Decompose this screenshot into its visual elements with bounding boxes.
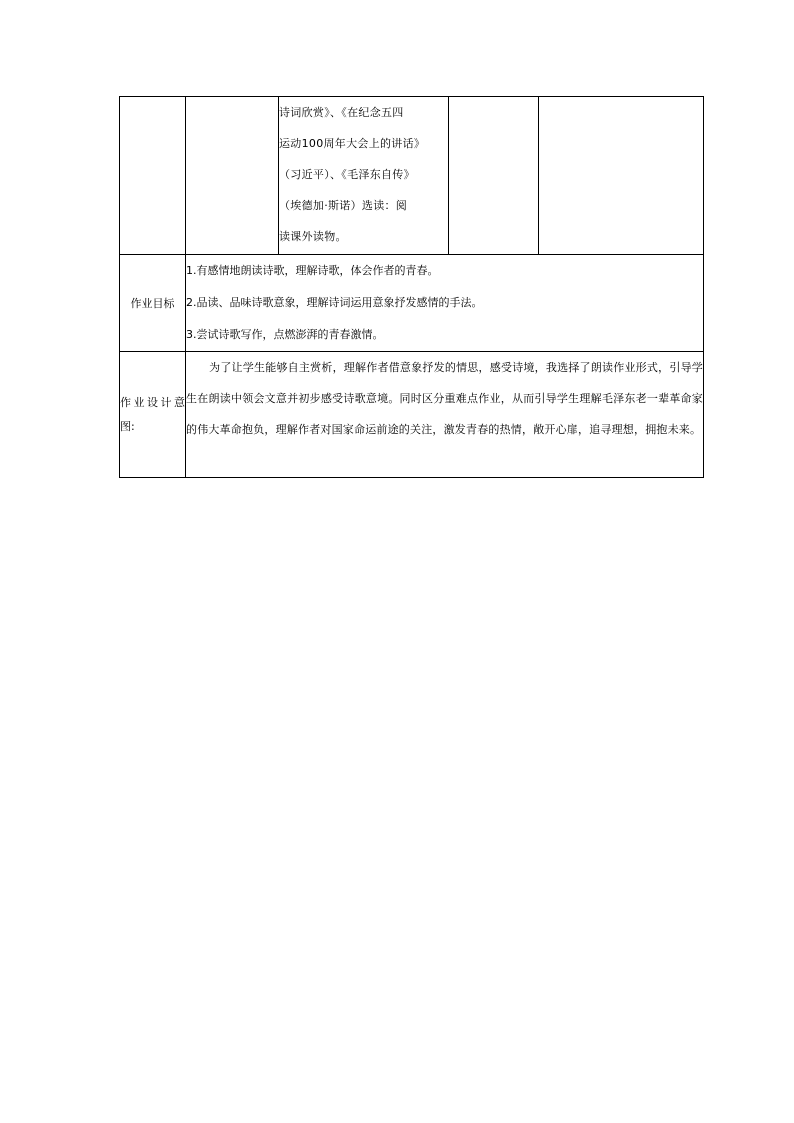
empty-cell-1 bbox=[120, 97, 186, 255]
goal-item: 3.尝试诗歌写作，点燃澎湃的青春激情。 bbox=[186, 328, 384, 341]
reading-materials-cell bbox=[279, 97, 449, 255]
reading-line: （习近平）、《毛泽东自传》 bbox=[279, 168, 415, 181]
intent-row bbox=[120, 352, 704, 478]
resources-row bbox=[120, 97, 704, 255]
homework-design-table bbox=[119, 96, 704, 478]
intent-paragraph: 为了让学生能够自主赏析，理解作者借意象抒发的情思，感受诗境，我选择了朗读作业形式，引导学生在朗读中领会文意并初步感受诗歌意境。同时区分重难点作业，从而引导学生理解毛泽东老一辈革命家的伟大革命抱负，理解作者对国家命运前途的关注，激发青春的热情，敞开心扉，追寻理想，拥抱未来。 bbox=[186, 361, 703, 436]
empty-cell-4 bbox=[449, 97, 539, 255]
reading-line: 诗词欣赏》、《在纪念五四 bbox=[279, 106, 404, 119]
reading-line: 运动100周年大会上的讲话》 bbox=[279, 137, 426, 150]
reading-line: （埃德加·斯诺）选读：阅 bbox=[279, 199, 408, 212]
goals-content bbox=[186, 255, 704, 352]
intent-content bbox=[186, 352, 704, 478]
empty-cell-2 bbox=[186, 97, 279, 255]
empty-cell-5 bbox=[539, 97, 704, 255]
goals-label: 作业目标 bbox=[120, 255, 186, 352]
goal-item: 1.有感情地朗读诗歌，理解诗歌，体会作者的青春。 bbox=[186, 264, 439, 277]
intent-label: 作业设计意图: bbox=[120, 352, 186, 478]
reading-line: 读课外读物。 bbox=[279, 230, 347, 243]
goals-row bbox=[120, 255, 704, 352]
goal-item: 2.品读、品味诗歌意象，理解诗词运用意象抒发感情的手法。 bbox=[186, 296, 483, 309]
